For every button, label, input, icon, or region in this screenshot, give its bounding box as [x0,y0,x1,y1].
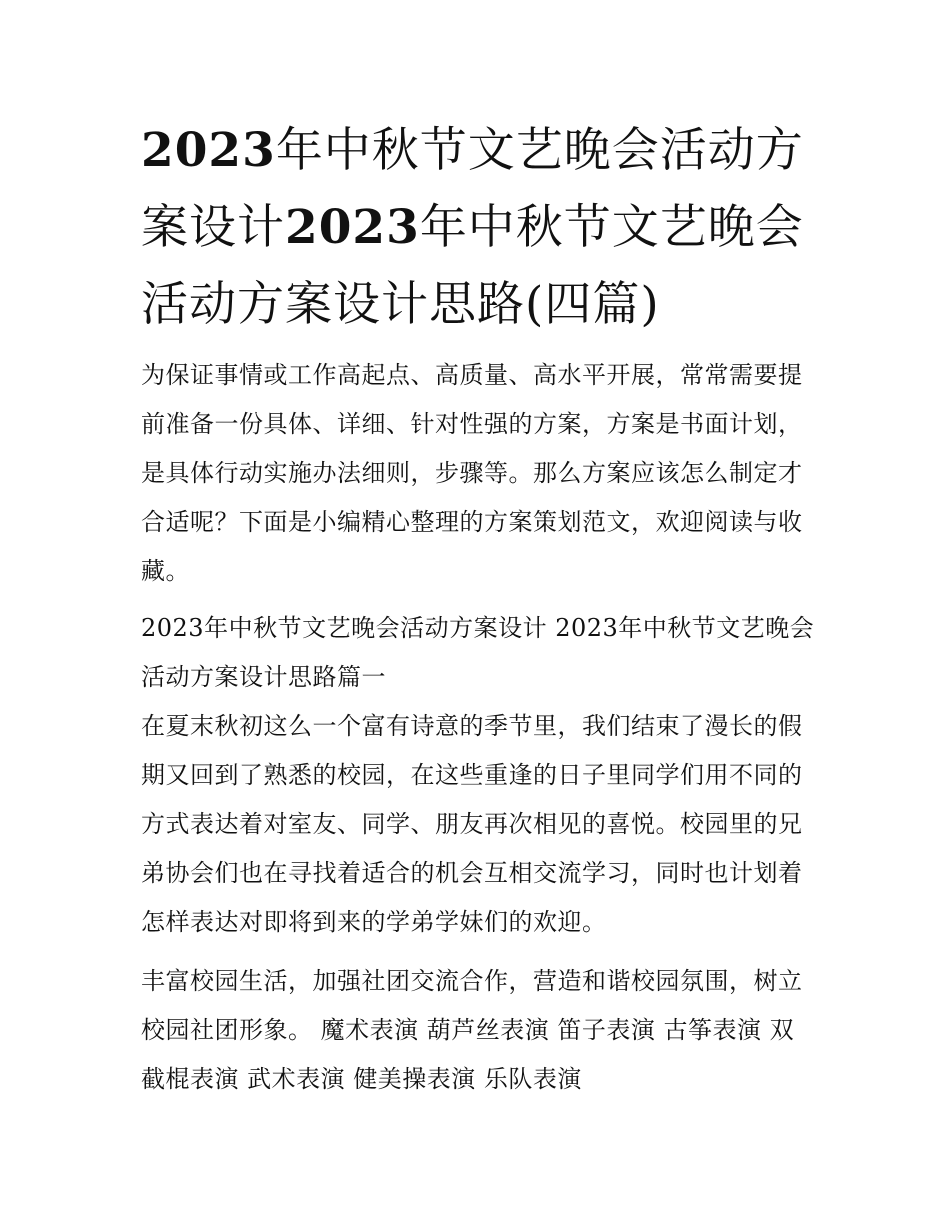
section-heading: 2023年中秋节文艺晚会活动方案设计 2023年中秋节文艺晚会活动方案设计思路篇一 [141,614,815,691]
intro-paragraph: 为保证事情或工作高起点、高质量、高水平开展，常常需要提前准备一份具体、详细、针对性强的方案，方案是书面计划，是具体行动实施办法细则，步骤等。那么方案应该怎么制定才合适呢？下面是小编精心整理的方案策划范文，欢迎阅读与收藏。 [141,361,803,585]
document-title [141,112,816,343]
title-year-2: 2023 [285,200,420,255]
title-text-2: 年中秋节文艺晚会活动方案设计思路(四篇) [141,200,804,332]
body-paragraph-1: 在夏末秋初这么一个富有诗意的季节里，我们结束了漫长的假期又回到了熟悉的校园，在这些重逢的日子里同学们用不同的方式表达着对室友、同学、朋友再次相见的喜悦。校园里的兄弟协会们也在寻找着适合的机会互相交流学习，同时也计划着怎样表达对即将到来的学弟学妹们的欢迎。 [141,712,803,936]
body-paragraph-2: 丰富校园生活，加强社团交流合作，营造和谐校园氛围，树立校园社团形象。 魔术表演 葫芦丝表演 笛子表演 古筝表演 双截棍表演 武术表演 健美操表演 乐队表演 [141,967,803,1093]
document-page [141,112,816,1104]
title-year-1: 2023 [141,123,276,178]
title-text-1: 年中秋节文艺晚会活动方案设计 [141,123,804,255]
